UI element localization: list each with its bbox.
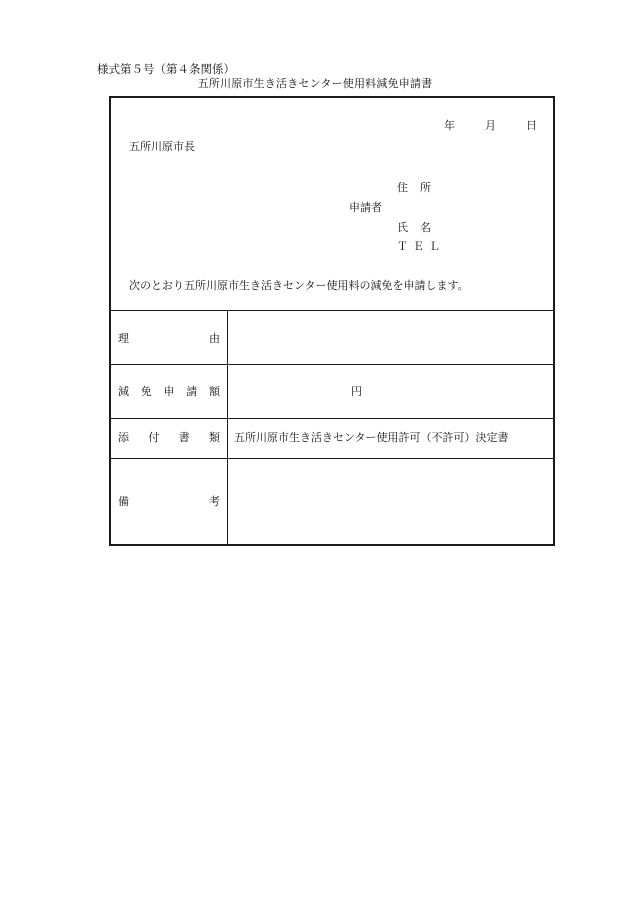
label-char: 減	[118, 385, 129, 398]
label-char: 額	[209, 385, 220, 398]
form-number: 様式第５号（第４条関係）	[97, 62, 235, 76]
amount-unit: 円	[351, 385, 362, 398]
document-title: 五所川原市生き活きセンター使用料減免申請書	[197, 77, 433, 90]
reason-label	[118, 333, 220, 344]
date-day-label: 日	[526, 119, 537, 132]
addressee: 五所川原市長	[129, 140, 195, 153]
column-divider	[227, 310, 228, 544]
reduction-amount-label	[118, 386, 220, 397]
label-char: 理	[118, 332, 129, 345]
attachments-value: 五所川原市生き活きセンター使用許可（不許可）決定書	[234, 431, 509, 444]
address-label: 住所	[397, 181, 443, 194]
attachments-label	[118, 432, 220, 443]
applicant-label: 申請者	[349, 201, 382, 214]
label-char: 由	[209, 332, 220, 345]
tel-label: ＴＥＬ	[397, 240, 445, 253]
label-char: 添	[118, 431, 129, 444]
label-char: 類	[208, 431, 220, 444]
application-statement: 次のとおり五所川原市生き活きセンター使用料の減免を申請します。	[129, 279, 469, 292]
label-char: 考	[209, 495, 220, 508]
date-month-label: 月	[485, 119, 496, 132]
label-char: 付	[148, 431, 160, 444]
divider	[111, 364, 553, 365]
divider	[111, 418, 553, 419]
label-char: 書	[178, 431, 190, 444]
date-year-label: 年	[444, 119, 455, 132]
label-char: 請	[186, 385, 198, 398]
date-line	[444, 120, 537, 131]
application-form	[109, 96, 555, 546]
divider	[111, 310, 553, 311]
label-char: 備	[118, 495, 129, 508]
notes-label	[118, 496, 220, 507]
name-label: 氏名	[397, 221, 443, 234]
divider	[111, 458, 553, 459]
label-char: 申	[163, 385, 175, 398]
label-char: 免	[140, 385, 152, 398]
